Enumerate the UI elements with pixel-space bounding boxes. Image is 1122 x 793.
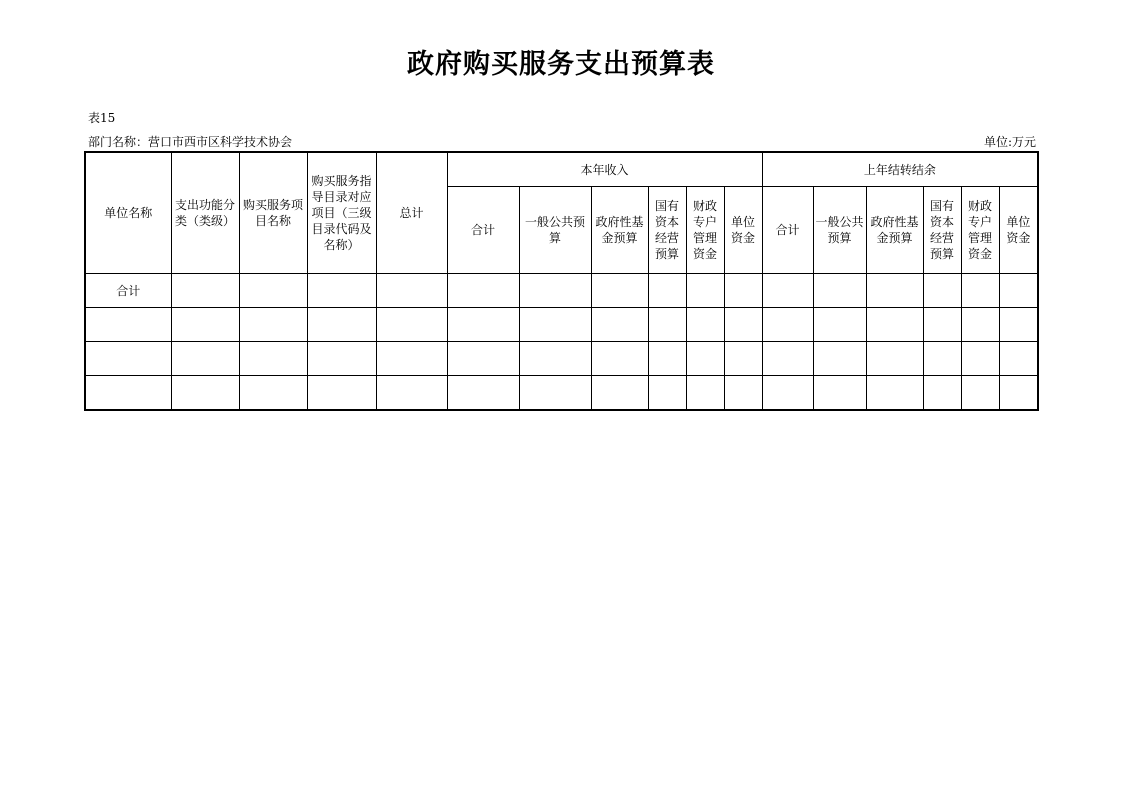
table-cell xyxy=(999,376,1038,411)
header-guide-item: 购买服务指导目录对应项目（三级目录代码及名称） xyxy=(307,152,376,274)
header-general-budget: 一般公共预算 xyxy=(519,187,591,274)
table-cell xyxy=(376,274,447,308)
page-title: 政府购买服务支出预算表 xyxy=(407,49,715,80)
table-cell xyxy=(376,376,447,411)
table-cell xyxy=(686,376,724,411)
table-cell xyxy=(307,342,376,376)
row-unit-name xyxy=(85,342,171,376)
table-cell xyxy=(923,274,961,308)
header-unit-name: 单位名称 xyxy=(85,152,171,274)
table-cell xyxy=(923,376,961,411)
header-gov-fund-2: 政府性基金预算 xyxy=(866,187,923,274)
header-general-budget-2: 一般公共预算 xyxy=(813,187,866,274)
table-cell xyxy=(307,376,376,411)
table-cell xyxy=(923,308,961,342)
table-cell xyxy=(648,274,686,308)
table-cell xyxy=(171,342,239,376)
header-subtotal: 合计 xyxy=(447,187,519,274)
table-cell xyxy=(591,274,648,308)
table-cell xyxy=(999,308,1038,342)
table-cell xyxy=(648,342,686,376)
table-cell xyxy=(519,376,591,411)
table-cell xyxy=(762,274,813,308)
header-row-1 xyxy=(85,152,1038,187)
table-cell xyxy=(961,308,999,342)
table-cell xyxy=(866,376,923,411)
table-cell xyxy=(724,308,762,342)
header-fiscal-special-2: 财政专户管理资金 xyxy=(961,187,999,274)
table-cell xyxy=(686,342,724,376)
table-cell xyxy=(724,274,762,308)
header-unit-fund-2: 单位资金 xyxy=(999,187,1038,274)
table-cell xyxy=(239,308,307,342)
department-name: 部门名称：营口市西市区科学技术协会 xyxy=(88,135,293,149)
header-carryover: 上年结转结余 xyxy=(762,152,1038,187)
header-unit-fund: 单位资金 xyxy=(724,187,762,274)
table-cell xyxy=(239,376,307,411)
table-cell xyxy=(171,274,239,308)
table-cell xyxy=(813,342,866,376)
budget-table xyxy=(84,151,1039,411)
table-cell xyxy=(648,376,686,411)
row-unit-name xyxy=(85,376,171,411)
table-cell xyxy=(376,308,447,342)
table-cell xyxy=(961,342,999,376)
row-unit-name xyxy=(85,308,171,342)
table-cell xyxy=(447,308,519,342)
table-cell xyxy=(762,342,813,376)
table-number: 表15 xyxy=(88,111,116,125)
table-cell xyxy=(813,274,866,308)
header-total: 总计 xyxy=(376,152,447,274)
table-cell xyxy=(519,308,591,342)
table-row xyxy=(85,342,1038,376)
table-cell xyxy=(171,376,239,411)
table-cell xyxy=(724,376,762,411)
table-cell xyxy=(239,274,307,308)
table-cell xyxy=(447,376,519,411)
header-subtotal-2: 合计 xyxy=(762,187,813,274)
header-function-class: 支出功能分类（类级） xyxy=(171,152,239,274)
row-unit-name: 合计 xyxy=(85,274,171,308)
header-gov-fund: 政府性基金预算 xyxy=(591,187,648,274)
table-cell xyxy=(307,308,376,342)
table-cell xyxy=(648,308,686,342)
header-state-capital-2: 国有资本经营预算 xyxy=(923,187,961,274)
table-cell xyxy=(866,342,923,376)
table-row xyxy=(85,274,1038,308)
table-cell xyxy=(686,308,724,342)
table-cell xyxy=(999,342,1038,376)
table-cell xyxy=(447,274,519,308)
table-cell xyxy=(961,376,999,411)
header-this-year-income: 本年收入 xyxy=(447,152,762,187)
table-cell xyxy=(762,376,813,411)
table-cell xyxy=(961,274,999,308)
table-cell xyxy=(591,376,648,411)
table-cell xyxy=(519,274,591,308)
table-cell xyxy=(239,342,307,376)
table-cell xyxy=(591,308,648,342)
table-cell xyxy=(519,342,591,376)
table-cell xyxy=(813,308,866,342)
table-cell xyxy=(813,376,866,411)
table-cell xyxy=(591,342,648,376)
table-cell xyxy=(307,274,376,308)
table-cell xyxy=(762,308,813,342)
currency-unit: 单位:万元 xyxy=(983,135,1036,149)
table-cell xyxy=(686,274,724,308)
table-cell xyxy=(171,308,239,342)
table-cell xyxy=(866,274,923,308)
table-cell xyxy=(923,342,961,376)
header-fiscal-special: 财政专户管理资金 xyxy=(686,187,724,274)
table-cell xyxy=(447,342,519,376)
header-project-name: 购买服务项目名称 xyxy=(239,152,307,274)
table-row xyxy=(85,376,1038,411)
table-cell xyxy=(866,308,923,342)
header-state-capital: 国有资本经营预算 xyxy=(648,187,686,274)
table-cell xyxy=(999,274,1038,308)
table-row xyxy=(85,308,1038,342)
table-cell xyxy=(376,342,447,376)
table-cell xyxy=(724,342,762,376)
